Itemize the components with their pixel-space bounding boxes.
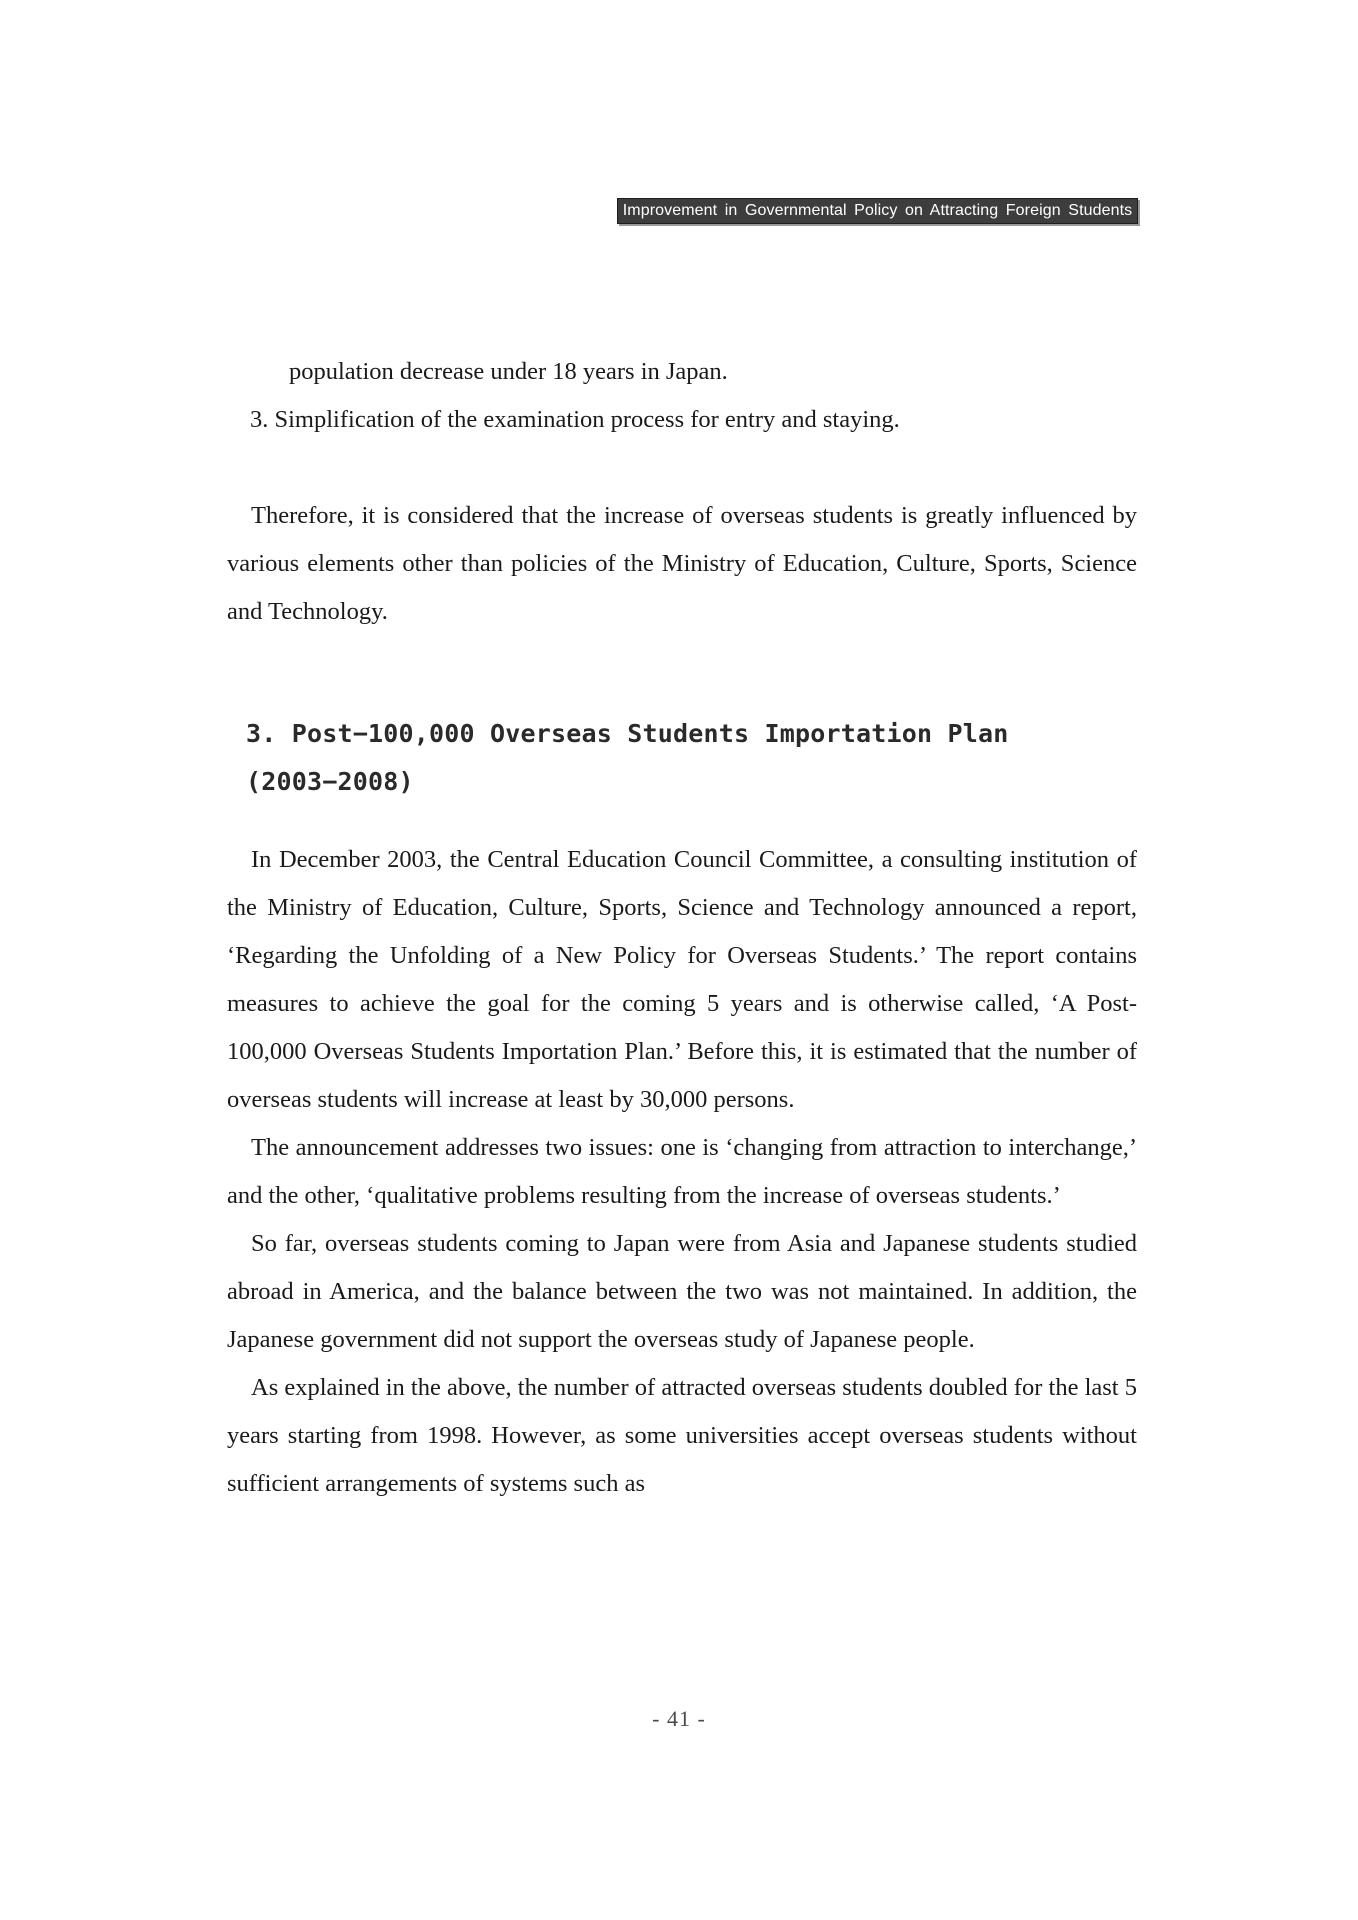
paragraph-therefore: Therefore, it is considered that the increase of overseas students is greatly influenced by various elements other than policies of the Ministry of Education, Culture, Sports, Science and Technology. [227,502,1137,625]
paragraph-announcement: The announcement addresses two issues: one is ‘changing from attraction to interchange,’ and the other, ‘qualitative problems resulting from the increase of overseas students.’ [227,1134,1137,1209]
page-body [227,348,1137,1508]
paragraph-so-far: So far, overseas students coming to Japan were from Asia and Japanese students studied abroad in America, and the balance between the two was not maintained. In addition, the Japanese government did not support the overseas study of Japanese people. [227,1230,1137,1353]
paragraph-as-explained: As explained in the above, the number of attracted overseas students doubled for the last 5 years starting from 1998. However, as some universities accept overseas students without sufficient arrangements of systems such as [227,1374,1137,1497]
section-gap [227,636,1137,710]
section-heading: 3. Post−100,000 Overseas Students Importation Plan (2003−2008) [246,719,1009,796]
heading-gap [227,806,1137,836]
paragraph-gap [227,444,1137,492]
paragraph-december-2003: In December 2003, the Central Education Council Committee, a consulting institution of the Ministry of Education, Culture, Sports, Science and Technology announced a report, ‘Regarding the Unfolding of a New Policy for Overseas Students.’ The report contains measures to achieve the goal for the coming 5 years and is otherwise called, ‘A Post-100,000 Overseas Students Importation Plan.’ Before this, it is estimated that the number of overseas students will increase at least by 30,000 persons. [227,846,1137,1113]
page-number: - 41 - [652,1706,706,1731]
list-item-3: 3. Simplification of the examination process for entry and staying. [250,406,900,433]
continuation-line: population decrease under 18 years in Japan. [289,358,728,385]
running-header: Improvement in Governmental Policy on Attracting Foreign Students [617,198,1138,224]
